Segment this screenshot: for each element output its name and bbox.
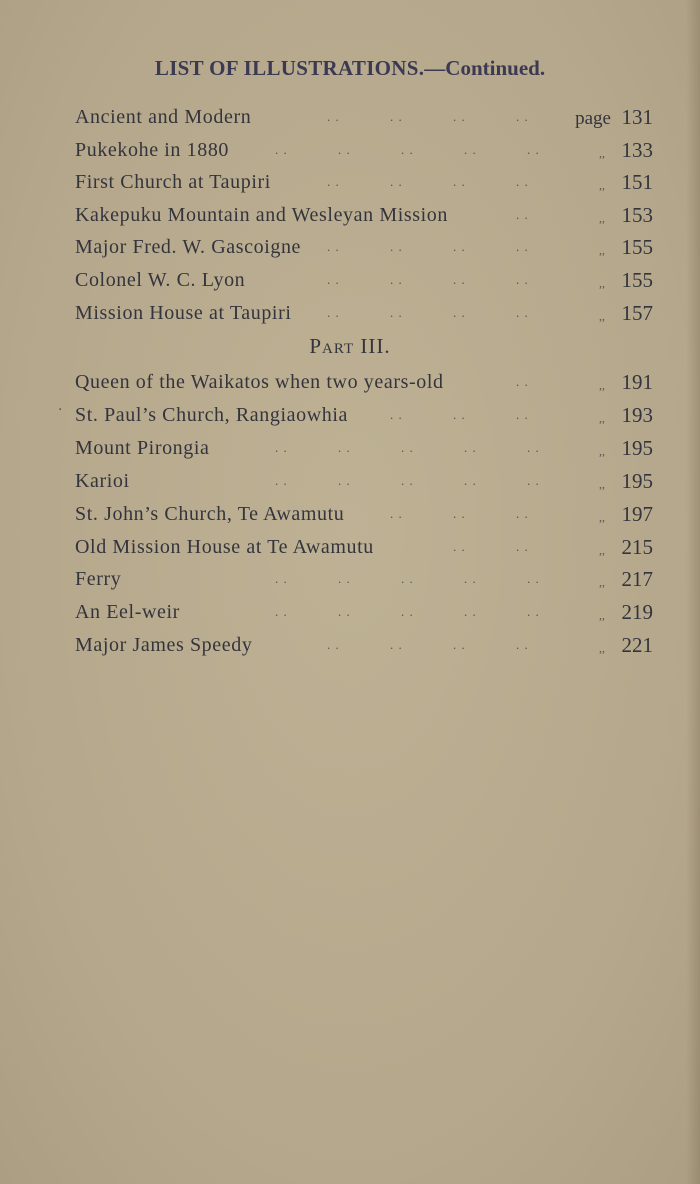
leader-dots: . .	[401, 472, 414, 488]
page-reference	[599, 401, 653, 432]
leader-dots: . .	[527, 604, 540, 620]
ditto-mark: ,,	[599, 509, 605, 524]
page-number: 131	[621, 105, 653, 129]
page-reference	[599, 598, 653, 629]
ditto-mark: ,,	[599, 443, 605, 458]
ditto-mark: ,,	[599, 178, 605, 193]
illustration-title: Kakepuku Mountain and Wesleyan Mission	[75, 203, 448, 226]
page-reference	[599, 136, 653, 167]
page-number: 157	[621, 300, 653, 325]
leader-dots: . .	[338, 604, 351, 620]
leader-dots: . .	[453, 538, 466, 554]
leader-dots: . .	[516, 239, 529, 255]
page-number: 217	[621, 567, 653, 592]
leader-dots: . .	[453, 406, 466, 422]
ditto-mark: ,,	[599, 243, 605, 258]
page-number: 193	[621, 402, 653, 427]
list-item	[75, 233, 653, 261]
ditto-mark: ,,	[599, 210, 605, 225]
page-title-main: LIST OF ILLUSTRATIONS.	[154, 56, 425, 80]
page-title	[0, 56, 700, 81]
leader-dots: . .	[338, 472, 351, 488]
illustration-title: An Eel-weir	[75, 601, 180, 624]
illustration-title: First Church at Taupiri	[75, 171, 271, 194]
leader-dots: . .	[327, 304, 340, 320]
ditto-mark: ,,	[599, 378, 605, 392]
leader-dots: . .	[390, 637, 403, 653]
page-reference	[599, 368, 653, 399]
leader-dots: . .	[516, 206, 529, 222]
illustration-title: Ferry	[75, 568, 122, 591]
list-item	[75, 598, 653, 626]
page-reference	[599, 266, 653, 297]
ditto-mark: ,,	[599, 641, 605, 656]
page-reference	[599, 631, 653, 662]
leader-dots: . .	[464, 604, 477, 620]
leader-dots: . .	[338, 571, 351, 587]
page-reference	[599, 565, 653, 596]
page-reference	[599, 201, 653, 232]
page-reference	[599, 434, 653, 465]
ditto-mark: ,,	[599, 608, 605, 623]
illustration-title: Mount Pirongia	[75, 436, 210, 459]
page-title-continued: —Continued.	[424, 56, 546, 80]
leader-dots: . .	[327, 109, 340, 124]
leader-dots: . .	[327, 239, 340, 255]
leader-dots: . .	[453, 272, 466, 287]
leader-dots: . .	[275, 141, 288, 157]
page-number: 151	[621, 170, 653, 195]
page-number: 221	[621, 633, 653, 658]
leader-dots: . .	[401, 141, 414, 157]
page-reference	[599, 168, 653, 199]
list-item	[75, 401, 653, 429]
leader-dots: . .	[516, 538, 529, 554]
leader-dots: . .	[327, 272, 340, 287]
illustration-title: Mission House at Taupiri	[75, 301, 292, 324]
list-item	[75, 500, 653, 528]
list-item	[75, 434, 653, 462]
page-reference	[599, 533, 653, 564]
leader-dots: . .	[275, 571, 288, 587]
list-item	[75, 266, 653, 294]
page-number: 195	[621, 435, 653, 460]
leader-dots: . .	[390, 406, 403, 422]
page-number: 219	[621, 600, 653, 625]
list-item	[75, 368, 653, 396]
margin-mark: ·	[58, 402, 63, 418]
page-label: page	[575, 108, 611, 129]
leader-dots: . .	[338, 439, 351, 455]
page-edge-shadow	[686, 0, 700, 1184]
page-number: 155	[621, 268, 653, 292]
leader-dots: . .	[516, 304, 529, 320]
illustration-title: Karioi	[75, 469, 130, 492]
illustration-title: Colonel W. C. Lyon	[75, 269, 246, 291]
list-item	[75, 136, 653, 164]
section-heading-text: Part III.	[309, 334, 391, 358]
leader-dots: . .	[390, 304, 403, 320]
leader-dots: . .	[527, 439, 540, 455]
illustration-title: Pukekohe in 1880	[75, 138, 230, 161]
ditto-mark: ,,	[599, 308, 605, 323]
list-item	[75, 168, 653, 196]
page-reference	[599, 500, 653, 531]
leader-dots: . .	[338, 141, 351, 157]
leader-dots: . .	[464, 141, 477, 157]
leader-dots: . .	[516, 109, 529, 124]
leader-dots: . .	[453, 239, 466, 255]
leader-dots: . .	[464, 439, 477, 455]
list-item	[75, 201, 653, 229]
leader-dots: . .	[390, 109, 403, 124]
list-item	[75, 103, 653, 131]
leader-dots: . .	[453, 505, 466, 521]
leader-dots: . .	[527, 141, 540, 157]
leader-dots: . .	[516, 406, 529, 422]
list-item	[75, 533, 653, 561]
leader-dots: . .	[516, 374, 529, 389]
illustration-title: Queen of the Waikatos when two years-old	[75, 371, 444, 393]
leader-dots: . .	[516, 505, 529, 521]
ditto-mark: ,,	[599, 145, 605, 160]
ditto-mark: ,,	[599, 575, 605, 590]
illustration-title: Major James Speedy	[75, 634, 253, 657]
illustration-title: Major Fred. W. Gascoigne	[75, 236, 302, 259]
illustration-title: Ancient and Modern	[75, 106, 252, 128]
leader-dots: . .	[401, 604, 414, 620]
illustration-title: St. Paul’s Church, Rangiaowhia	[75, 403, 348, 426]
leader-dots: . .	[453, 637, 466, 653]
leader-dots: . .	[275, 472, 288, 488]
ditto-mark: ,,	[599, 276, 605, 290]
list-item	[75, 467, 653, 495]
page-number: 195	[621, 468, 653, 493]
leader-dots: . .	[401, 439, 414, 455]
list-item	[75, 631, 653, 659]
page-number: 153	[621, 202, 653, 227]
leader-dots: . .	[453, 174, 466, 190]
leader-dots: . .	[327, 637, 340, 653]
leader-dots: . .	[464, 472, 477, 488]
leader-dots: . .	[453, 109, 466, 124]
list-item	[75, 565, 653, 593]
leader-dots: . .	[516, 637, 529, 653]
page-number: 197	[621, 501, 653, 526]
page-reference	[599, 233, 653, 264]
page-number: 155	[621, 235, 653, 260]
leader-dots: . .	[390, 505, 403, 521]
ditto-mark: ,,	[599, 410, 605, 425]
leader-dots: . .	[390, 239, 403, 255]
leader-dots: . .	[327, 174, 340, 190]
ditto-mark: ,,	[599, 542, 605, 557]
illustration-title: Old Mission House at Te Awamutu	[75, 535, 374, 558]
page-reference	[599, 299, 653, 330]
leader-dots: . .	[275, 604, 288, 620]
leader-dots: . .	[516, 272, 529, 287]
illustration-title: St. John’s Church, Te Awamutu	[75, 502, 345, 525]
leader-dots: . .	[516, 174, 529, 190]
leader-dots: . .	[275, 439, 288, 455]
leader-dots: . .	[390, 272, 403, 287]
leader-dots: . .	[453, 304, 466, 320]
list-item	[75, 299, 653, 327]
ditto-mark: ,,	[599, 476, 605, 491]
page-number: 133	[621, 137, 653, 162]
section-heading-part-iii	[0, 334, 700, 359]
page-number: 191	[621, 370, 653, 394]
leader-dots: . .	[464, 571, 477, 587]
page-reference	[575, 103, 653, 133]
page-number: 215	[621, 534, 653, 559]
page-reference	[599, 467, 653, 498]
leader-dots: . .	[390, 174, 403, 190]
leader-dots: . .	[527, 472, 540, 488]
leader-dots: . .	[527, 571, 540, 587]
leader-dots: . .	[401, 571, 414, 587]
